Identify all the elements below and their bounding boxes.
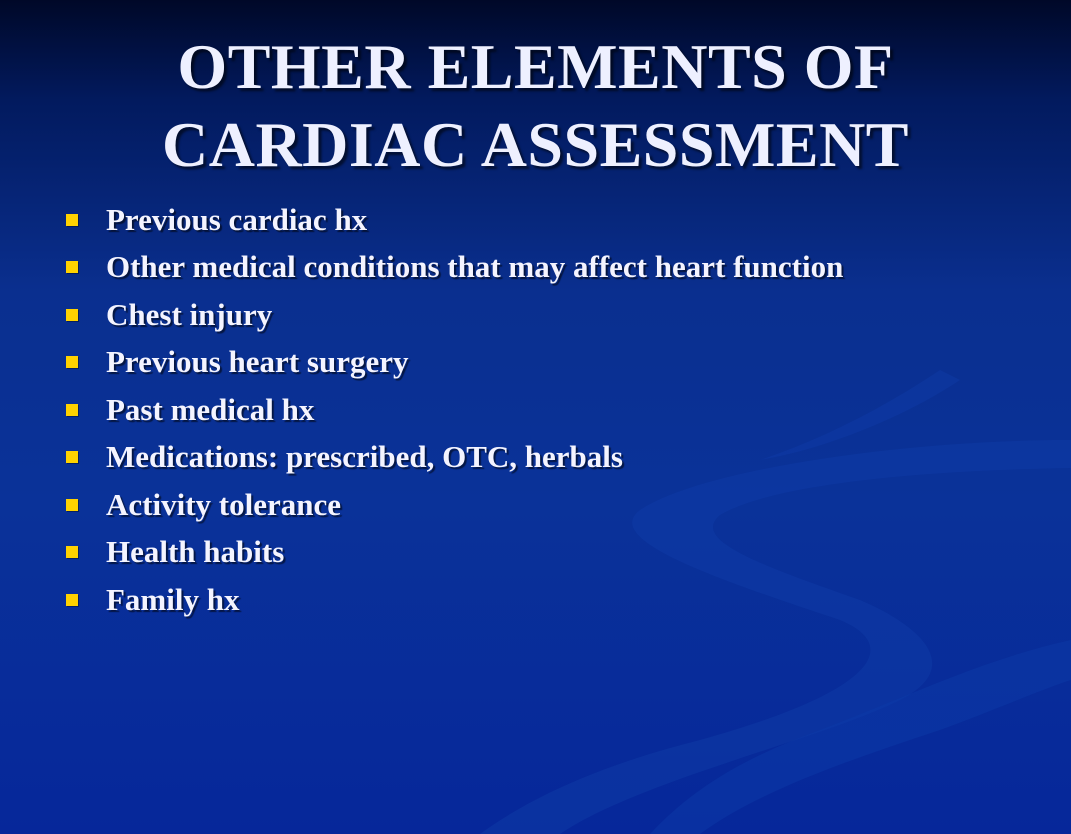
square-bullet-icon xyxy=(66,451,78,463)
list-item xyxy=(66,576,843,624)
square-bullet-icon xyxy=(66,404,78,416)
square-bullet-icon xyxy=(66,356,78,368)
title-line-2: CARDIAC ASSESSMENT xyxy=(162,109,909,180)
square-bullet-icon xyxy=(66,214,78,226)
bullet-text: Chest injury xyxy=(106,296,273,332)
bullet-text: Health habits xyxy=(106,534,285,570)
square-bullet-icon xyxy=(66,594,78,606)
list-item xyxy=(66,339,843,387)
square-bullet-icon xyxy=(66,499,78,511)
list-item xyxy=(66,386,843,434)
bullet-text: Previous heart surgery xyxy=(106,344,409,380)
square-bullet-icon xyxy=(66,261,78,273)
bullet-text: Family hx xyxy=(106,581,240,617)
list-item xyxy=(66,291,843,339)
bullet-text: Previous cardiac hx xyxy=(106,201,368,237)
bullet-text: Activity tolerance xyxy=(106,486,341,522)
bullet-text: Medications: prescribed, OTC, herbals xyxy=(106,439,623,475)
title-line-1: OTHER ELEMENTS OF xyxy=(177,31,894,102)
list-item xyxy=(66,196,843,244)
bullet-text: Other medical conditions that may affect heart function xyxy=(106,249,844,285)
list-item xyxy=(66,244,843,292)
list-item xyxy=(66,481,843,529)
bullet-list xyxy=(66,196,843,624)
square-bullet-icon xyxy=(66,309,78,321)
list-item xyxy=(66,434,843,482)
bullet-text: Past medical hx xyxy=(106,391,315,427)
list-item xyxy=(66,529,843,577)
slide-title xyxy=(0,28,1071,184)
square-bullet-icon xyxy=(66,546,78,558)
